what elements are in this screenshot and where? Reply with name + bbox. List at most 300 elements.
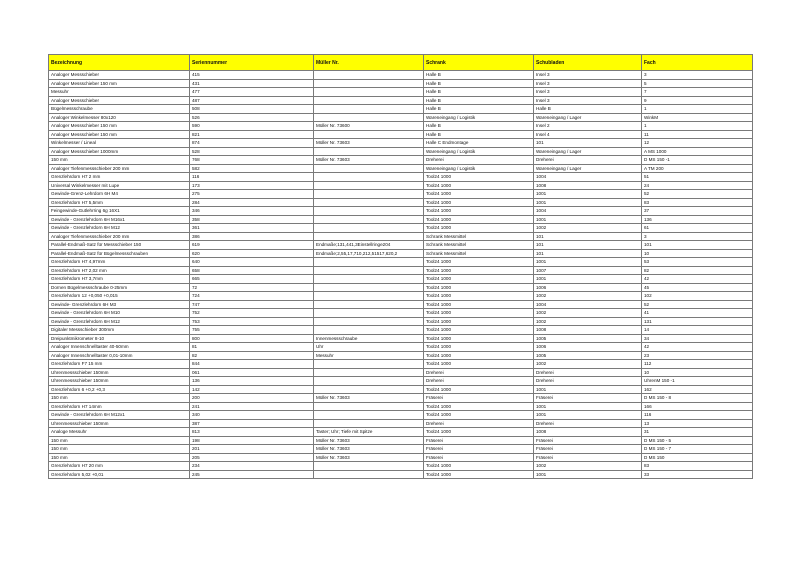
cell-schubladen[interactable]: Insel 3 [534,79,642,88]
cell-fach[interactable]: D MS 150 - 5 [642,436,753,445]
cell-fach[interactable]: 9 [642,96,753,105]
cell-fach[interactable]: 82 [642,266,753,275]
cell-bezeichnung[interactable]: Gewinde - Grenzlehrdorn 6H M10 [49,309,190,318]
table-row[interactable] [49,436,753,445]
cell-seriennummer[interactable]: 752 [190,309,314,318]
cell-fach[interactable]: 24 [642,181,753,190]
cell-schubladen[interactable]: Dreherei [534,368,642,377]
cell-schrank[interactable]: Halle B [424,130,534,139]
cell-seriennummer[interactable]: 201 [190,445,314,454]
table-row[interactable] [49,164,753,173]
table-row[interactable] [49,173,753,182]
cell-schubladen[interactable]: 1001 [534,198,642,207]
table-row[interactable] [49,377,753,386]
cell-bezeichnung[interactable]: Gewinde- Grenzlehrdorn 6H M3 [49,300,190,309]
cell-schubladen[interactable]: 1001 [534,411,642,420]
cell-mueller-nr[interactable]: Messuhr [314,351,424,360]
cell-schrank[interactable]: Tool24 1000 [424,385,534,394]
cell-fach[interactable]: 34 [642,334,753,343]
cell-mueller-nr[interactable] [314,258,424,267]
cell-fach[interactable]: 3 [642,71,753,80]
cell-mueller-nr[interactable] [314,275,424,284]
cell-fach[interactable]: 33 [642,470,753,479]
cell-seriennummer[interactable]: 640 [190,258,314,267]
cell-schubladen[interactable]: Dreherei [534,377,642,386]
cell-fach[interactable]: 10 [642,368,753,377]
cell-schubladen[interactable]: 1001 [534,385,642,394]
table-row[interactable] [49,360,753,369]
cell-bezeichnung[interactable]: Analoger Messschieber [49,96,190,105]
cell-schubladen[interactable]: 1008 [534,428,642,437]
cell-bezeichnung[interactable]: Feingewinde-Gutlehrring 6g 16X1 [49,207,190,216]
cell-schrank[interactable]: Tool24 1000 [424,343,534,352]
cell-bezeichnung[interactable]: Gewinde - Grenzlehrdorn 6H M12 [49,317,190,326]
cell-schrank[interactable]: Tool24 1000 [424,224,534,233]
table-row[interactable] [49,343,753,352]
cell-mueller-nr[interactable]: Müller Nr. 73600 [314,122,424,131]
cell-schubladen[interactable]: Fräserei [534,436,642,445]
cell-bezeichnung[interactable]: Digitaler Messschieber 300mm [49,326,190,335]
cell-mueller-nr[interactable] [314,317,424,326]
cell-schubladen[interactable]: Wareneingang / Lager [534,164,642,173]
cell-seriennummer[interactable]: 136 [190,377,314,386]
cell-seriennummer[interactable]: 284 [190,198,314,207]
cell-bezeichnung[interactable]: Analoger Messschieber [49,71,190,80]
cell-schrank[interactable]: Tool24 1000 [424,402,534,411]
cell-seriennummer[interactable]: 81 [190,343,314,352]
cell-fach[interactable]: 7 [642,88,753,97]
cell-schubladen[interactable]: 1007 [534,266,642,275]
cell-schubladen[interactable]: Dreherei [534,156,642,165]
table-row[interactable] [49,334,753,343]
cell-mueller-nr[interactable] [314,147,424,156]
cell-seriennummer[interactable]: 753 [190,317,314,326]
cell-schrank[interactable]: Halle C Endmontage [424,139,534,148]
cell-mueller-nr[interactable] [314,470,424,479]
cell-fach[interactable]: 41 [642,309,753,318]
cell-schrank[interactable]: Tool24 1000 [424,360,534,369]
cell-bezeichnung[interactable]: Winkelmesser / Lineal [49,139,190,148]
cell-fach[interactable]: D MS 150 [642,453,753,462]
cell-mueller-nr[interactable] [314,173,424,182]
cell-fach[interactable]: 101 [642,241,753,250]
table-row[interactable] [49,309,753,318]
cell-schrank[interactable]: Wareneingang / Logistik [424,164,534,173]
cell-schubladen[interactable]: 1004 [534,300,642,309]
table-row[interactable] [49,139,753,148]
cell-schrank[interactable]: Tool24 1000 [424,309,534,318]
cell-fach[interactable]: D MS 150 - 7 [642,445,753,454]
cell-schrank[interactable]: Halle B [424,88,534,97]
cell-fach[interactable]: D MS 150 -1 [642,156,753,165]
cell-schubladen[interactable]: 1001 [534,215,642,224]
table-row[interactable] [49,300,753,309]
table-row[interactable] [49,224,753,233]
cell-mueller-nr[interactable] [314,266,424,275]
cell-mueller-nr[interactable]: Uhr [314,343,424,352]
cell-fach[interactable]: 166 [642,402,753,411]
cell-schrank[interactable]: Dreherei [424,368,534,377]
cell-seriennummer[interactable]: 620 [190,249,314,258]
cell-schubladen[interactable]: Halle B [534,105,642,114]
table-row[interactable] [49,122,753,131]
cell-schubladen[interactable]: 1004 [534,207,642,216]
cell-bezeichnung[interactable]: 150 mm [49,156,190,165]
cell-seriennummer[interactable]: 361 [190,224,314,233]
cell-schubladen[interactable]: 101 [534,241,642,250]
table-row[interactable] [49,411,753,420]
cell-schrank[interactable]: Tool24 1000 [424,292,534,301]
cell-fach[interactable]: 13 [642,419,753,428]
cell-schrank[interactable]: Tool24 1000 [424,173,534,182]
cell-seriennummer[interactable]: 747 [190,300,314,309]
cell-schubladen[interactable]: 1002 [534,317,642,326]
table-row[interactable] [49,326,753,335]
table-row[interactable] [49,207,753,216]
cell-mueller-nr[interactable] [314,88,424,97]
cell-bezeichnung[interactable]: Analoger Tiefenmessschieber 200 mm [49,232,190,241]
cell-fach[interactable]: 131 [642,317,753,326]
table-row[interactable] [49,470,753,479]
cell-schrank[interactable]: Fräserei [424,445,534,454]
cell-fach[interactable]: 1 [642,122,753,131]
cell-bezeichnung[interactable]: Universal Winkelmesser mit Lupe [49,181,190,190]
cell-mueller-nr[interactable] [314,130,424,139]
cell-mueller-nr[interactable]: Innenmessschraube [314,334,424,343]
cell-schrank[interactable]: Tool24 1000 [424,470,534,479]
cell-fach[interactable]: 11 [642,130,753,139]
cell-fach[interactable]: 1 [642,105,753,114]
cell-bezeichnung[interactable]: Messuhr [49,88,190,97]
cell-bezeichnung[interactable]: Uhrenmessschieber 150mm [49,377,190,386]
cell-schrank[interactable]: Tool24 1000 [424,411,534,420]
cell-schrank[interactable]: Tool24 1000 [424,181,534,190]
cell-seriennummer[interactable]: 386 [190,232,314,241]
cell-bezeichnung[interactable]: Analoge Messuhr [49,428,190,437]
cell-fach[interactable]: 42 [642,275,753,284]
cell-schrank[interactable]: Tool24 1000 [424,258,534,267]
table-row[interactable] [49,462,753,471]
cell-bezeichnung[interactable]: Grenzlehrdorn 6 +0,2 +0,3 [49,385,190,394]
cell-mueller-nr[interactable] [314,105,424,114]
cell-schubladen[interactable]: 1001 [534,470,642,479]
cell-schubladen[interactable]: 1005 [534,334,642,343]
cell-fach[interactable]: UhrenM 150 -1 [642,377,753,386]
cell-bezeichnung[interactable]: 150 mm [49,436,190,445]
cell-seriennummer[interactable]: 528 [190,147,314,156]
table-row[interactable] [49,198,753,207]
cell-bezeichnung[interactable]: Grenzlehrdorn H7 4,97mm [49,258,190,267]
cell-seriennummer[interactable]: 658 [190,266,314,275]
cell-schubladen[interactable]: 101 [534,232,642,241]
cell-bezeichnung[interactable]: Analoger Messschieber 150 mm [49,79,190,88]
cell-fach[interactable]: D MS 150 - 8 [642,394,753,403]
cell-fach[interactable]: 53 [642,258,753,267]
cell-schubladen[interactable]: Insel 3 [534,96,642,105]
cell-fach[interactable]: 83 [642,198,753,207]
cell-schrank[interactable]: Halle B [424,105,534,114]
cell-mueller-nr[interactable]: Müller Nr. 73603 [314,445,424,454]
cell-schrank[interactable]: Halle B [424,79,534,88]
cell-mueller-nr[interactable]: Taster; Uhr; Tiefe mit Spitze [314,428,424,437]
cell-bezeichnung[interactable]: 150 mm [49,445,190,454]
cell-schrank[interactable]: Fräserei [424,453,534,462]
cell-seriennummer[interactable]: 813 [190,428,314,437]
cell-bezeichnung[interactable]: Dornen Bügelmessschraube 0-25mm [49,283,190,292]
cell-mueller-nr[interactable] [314,419,424,428]
cell-schubladen[interactable]: 1008 [534,326,642,335]
cell-seriennummer[interactable]: 275 [190,190,314,199]
cell-schrank[interactable]: Fräserei [424,394,534,403]
cell-bezeichnung[interactable]: 150 mm [49,453,190,462]
table-row[interactable] [49,105,753,114]
table-row[interactable] [49,368,753,377]
cell-fach[interactable]: A TM 200 [642,164,753,173]
cell-seriennummer[interactable]: 431 [190,79,314,88]
cell-schrank[interactable]: Tool24 1000 [424,428,534,437]
cell-fach[interactable]: 12 [642,139,753,148]
cell-bezeichnung[interactable]: Gewinde - Grenzlehrdorn 6H M12 [49,224,190,233]
cell-bezeichnung[interactable]: Analoger Messschieber 150 mm [49,122,190,131]
table-row[interactable] [49,71,753,80]
cell-fach[interactable]: 3 [642,232,753,241]
cell-fach[interactable]: 37 [642,207,753,216]
table-row[interactable] [49,453,753,462]
cell-bezeichnung[interactable]: Parallel-Endmaß-Satz für Bügelmessschrauben [49,249,190,258]
cell-seriennummer[interactable]: 582 [190,164,314,173]
cell-schubladen[interactable]: 1008 [534,181,642,190]
cell-seriennummer[interactable]: 173 [190,181,314,190]
cell-fach[interactable]: WinkM [642,113,753,122]
cell-schubladen[interactable]: Fräserei [534,394,642,403]
cell-mueller-nr[interactable]: Müller Nr. 73603 [314,436,424,445]
table-row[interactable] [49,215,753,224]
cell-fach[interactable]: 52 [642,190,753,199]
cell-schubladen[interactable]: Insel 2 [534,122,642,131]
cell-mueller-nr[interactable]: Müller Nr. 73603 [314,156,424,165]
cell-schubladen[interactable]: 1001 [534,190,642,199]
cell-mueller-nr[interactable] [314,71,424,80]
table-row[interactable] [49,317,753,326]
cell-schubladen[interactable]: 1006 [534,343,642,352]
table-row[interactable] [49,419,753,428]
cell-schrank[interactable]: Tool24 1000 [424,462,534,471]
table-row[interactable] [49,156,753,165]
cell-seriennummer[interactable]: 415 [190,71,314,80]
cell-mueller-nr[interactable] [314,181,424,190]
cell-schubladen[interactable]: Insel 4 [534,130,642,139]
cell-fach[interactable]: 112 [642,360,753,369]
cell-fach[interactable]: 23 [642,351,753,360]
cell-mueller-nr[interactable]: Müller Nr. 73603 [314,453,424,462]
cell-schubladen[interactable]: 1001 [534,258,642,267]
cell-mueller-nr[interactable] [314,385,424,394]
cell-fach[interactable]: 10 [642,249,753,258]
cell-seriennummer[interactable]: 200 [190,394,314,403]
cell-seriennummer[interactable]: 340 [190,411,314,420]
cell-schubladen[interactable]: Wareneingang / Lager [534,147,642,156]
cell-seriennummer[interactable]: 358 [190,215,314,224]
cell-bezeichnung[interactable]: Grenzlehrdorn H7 20 mm [49,462,190,471]
cell-mueller-nr[interactable] [314,283,424,292]
cell-seriennummer[interactable]: 241 [190,402,314,411]
cell-bezeichnung[interactable]: Analoger Messschieber 150 mm [49,130,190,139]
cell-schrank[interactable]: Schrank Messmittel [424,241,534,250]
table-row[interactable] [49,130,753,139]
table-row[interactable] [49,402,753,411]
cell-schrank[interactable]: Tool24 1000 [424,215,534,224]
cell-fach[interactable]: 52 [642,300,753,309]
cell-bezeichnung[interactable]: Gewinde - Grenzlehrdorn 6H M16x1 [49,215,190,224]
cell-schrank[interactable]: Dreherei [424,419,534,428]
cell-schubladen[interactable]: 1002 [534,292,642,301]
cell-seriennummer[interactable]: 116 [190,173,314,182]
cell-bezeichnung[interactable]: Grenzlehrdorn H7 2 mm [49,173,190,182]
cell-schubladen[interactable]: 1002 [534,224,642,233]
cell-seriennummer[interactable]: 72 [190,283,314,292]
table-row[interactable] [49,113,753,122]
cell-schrank[interactable]: Dreherei [424,377,534,386]
cell-mueller-nr[interactable] [314,402,424,411]
cell-mueller-nr[interactable] [314,232,424,241]
cell-seriennummer[interactable]: 346 [190,207,314,216]
cell-mueller-nr[interactable] [314,215,424,224]
cell-mueller-nr[interactable] [314,300,424,309]
cell-fach[interactable]: 102 [642,292,753,301]
cell-schubladen[interactable]: 101 [534,139,642,148]
cell-seriennummer[interactable]: 234 [190,462,314,471]
cell-bezeichnung[interactable]: Bügelmessschraube [49,105,190,114]
cell-fach[interactable]: 116 [642,411,753,420]
table-row[interactable] [49,241,753,250]
cell-schrank[interactable]: Tool24 1000 [424,326,534,335]
cell-mueller-nr[interactable] [314,411,424,420]
table-row[interactable] [49,79,753,88]
table-row[interactable] [49,351,753,360]
table-row[interactable] [49,249,753,258]
cell-schrank[interactable]: Halle B [424,96,534,105]
cell-mueller-nr[interactable] [314,462,424,471]
table-row[interactable] [49,266,753,275]
cell-schubladen[interactable]: 101 [534,249,642,258]
cell-mueller-nr[interactable] [314,377,424,386]
cell-bezeichnung[interactable]: Analoger Winkelmesser 80x120 [49,113,190,122]
cell-schubladen[interactable]: 1002 [534,360,642,369]
cell-schubladen[interactable]: 1004 [534,173,642,182]
cell-bezeichnung[interactable]: Grenzlehrdorn H7 3,7mm [49,275,190,284]
cell-schrank[interactable]: Schrank Messmittel [424,249,534,258]
cell-schrank[interactable]: Tool24 1000 [424,317,534,326]
cell-schubladen[interactable]: Insel 3 [534,88,642,97]
cell-mueller-nr[interactable] [314,360,424,369]
cell-bezeichnung[interactable]: Grenzlehrdorn 5,02 +0,01 [49,470,190,479]
table-row[interactable] [49,181,753,190]
cell-fach[interactable]: 51 [642,173,753,182]
cell-bezeichnung[interactable]: Gewinde - Grenzlehrdorn 6H M12x1 [49,411,190,420]
cell-bezeichnung[interactable]: Uhrenmessschieber 150mm [49,368,190,377]
cell-schrank[interactable]: Tool24 1000 [424,266,534,275]
table-row[interactable] [49,385,753,394]
cell-fach[interactable]: 136 [642,215,753,224]
cell-fach[interactable]: 31 [642,428,753,437]
cell-bezeichnung[interactable]: 150 mm [49,394,190,403]
cell-schrank[interactable]: Tool24 1000 [424,334,534,343]
cell-bezeichnung[interactable]: Grenzlehrdorn H7 14mm [49,402,190,411]
cell-schrank[interactable]: Tool24 1000 [424,300,534,309]
cell-mueller-nr[interactable] [314,224,424,233]
cell-seriennummer[interactable]: 821 [190,130,314,139]
cell-seriennummer[interactable]: 205 [190,453,314,462]
cell-mueller-nr[interactable] [314,207,424,216]
cell-bezeichnung[interactable]: Analoger Messschieber 1000mm [49,147,190,156]
cell-schrank[interactable]: Tool24 1000 [424,351,534,360]
cell-schubladen[interactable]: 1005 [534,351,642,360]
cell-mueller-nr[interactable] [314,309,424,318]
cell-seriennummer[interactable]: 619 [190,241,314,250]
cell-schrank[interactable]: Halle B [424,71,534,80]
cell-schrank[interactable]: Halle B [424,122,534,131]
cell-fach[interactable]: 83 [642,462,753,471]
cell-fach[interactable]: 5 [642,79,753,88]
cell-schubladen[interactable]: Fräserei [534,445,642,454]
cell-mueller-nr[interactable]: Müller Nr. 73603 [314,139,424,148]
cell-schrank[interactable]: Wareneingang / Logistik [424,113,534,122]
cell-bezeichnung[interactable]: Grenzlehrdorn H7 2,02 mm [49,266,190,275]
cell-fach[interactable]: 14 [642,326,753,335]
cell-seriennummer[interactable]: 590 [190,122,314,131]
table-row[interactable] [49,445,753,454]
cell-fach[interactable]: 61 [642,224,753,233]
cell-bezeichnung[interactable]: Analoger Tiefenmessschieber 200 mm [49,164,190,173]
table-row[interactable] [49,428,753,437]
cell-seriennummer[interactable]: 844 [190,360,314,369]
cell-bezeichnung[interactable]: Analoger Innenschnelltaster 0,01-10mm [49,351,190,360]
cell-fach[interactable]: 42 [642,343,753,352]
table-row[interactable] [49,394,753,403]
cell-schrank[interactable]: Tool24 1000 [424,198,534,207]
cell-seriennummer[interactable]: 487 [190,96,314,105]
cell-mueller-nr[interactable]: Endmaße;131,441,3Einstellringe204 [314,241,424,250]
cell-mueller-nr[interactable]: Endmaße;2,55,17,710,212,51517,620,2 [314,249,424,258]
cell-schubladen[interactable]: Wareneingang / Lager [534,113,642,122]
cell-seriennummer[interactable]: 526 [190,113,314,122]
cell-schrank[interactable]: Tool24 1000 [424,275,534,284]
cell-mueller-nr[interactable] [314,79,424,88]
cell-bezeichnung[interactable]: Grenzlehrdorn F7 15 mm [49,360,190,369]
cell-seriennummer[interactable]: 387 [190,419,314,428]
cell-seriennummer[interactable]: 665 [190,275,314,284]
cell-bezeichnung[interactable]: Analoger Innenschnelltaster 40-50mm [49,343,190,352]
cell-mueller-nr[interactable] [314,292,424,301]
cell-bezeichnung[interactable]: Grenzlehrdorn H7 5,5mm [49,198,190,207]
cell-seriennummer[interactable]: 477 [190,88,314,97]
cell-schrank[interactable]: Dreherei [424,156,534,165]
cell-seriennummer[interactable]: 142 [190,385,314,394]
cell-schrank[interactable]: Tool24 1000 [424,207,534,216]
cell-mueller-nr[interactable]: Müller Nr. 73603 [314,394,424,403]
cell-seriennummer[interactable]: 061 [190,368,314,377]
cell-bezeichnung[interactable]: Gewinde-Grenz-Lehrdorn 6H M4 [49,190,190,199]
table-row[interactable] [49,258,753,267]
table-row[interactable] [49,190,753,199]
cell-fach[interactable]: A MS 1000 [642,147,753,156]
cell-bezeichnung[interactable]: Uhrenmessschieber 150mm [49,419,190,428]
cell-schubladen[interactable]: Fräserei [534,453,642,462]
table-row[interactable] [49,292,753,301]
cell-schrank[interactable]: Tool24 1000 [424,190,534,199]
cell-mueller-nr[interactable] [314,190,424,199]
cell-schubladen[interactable]: Insel 3 [534,71,642,80]
